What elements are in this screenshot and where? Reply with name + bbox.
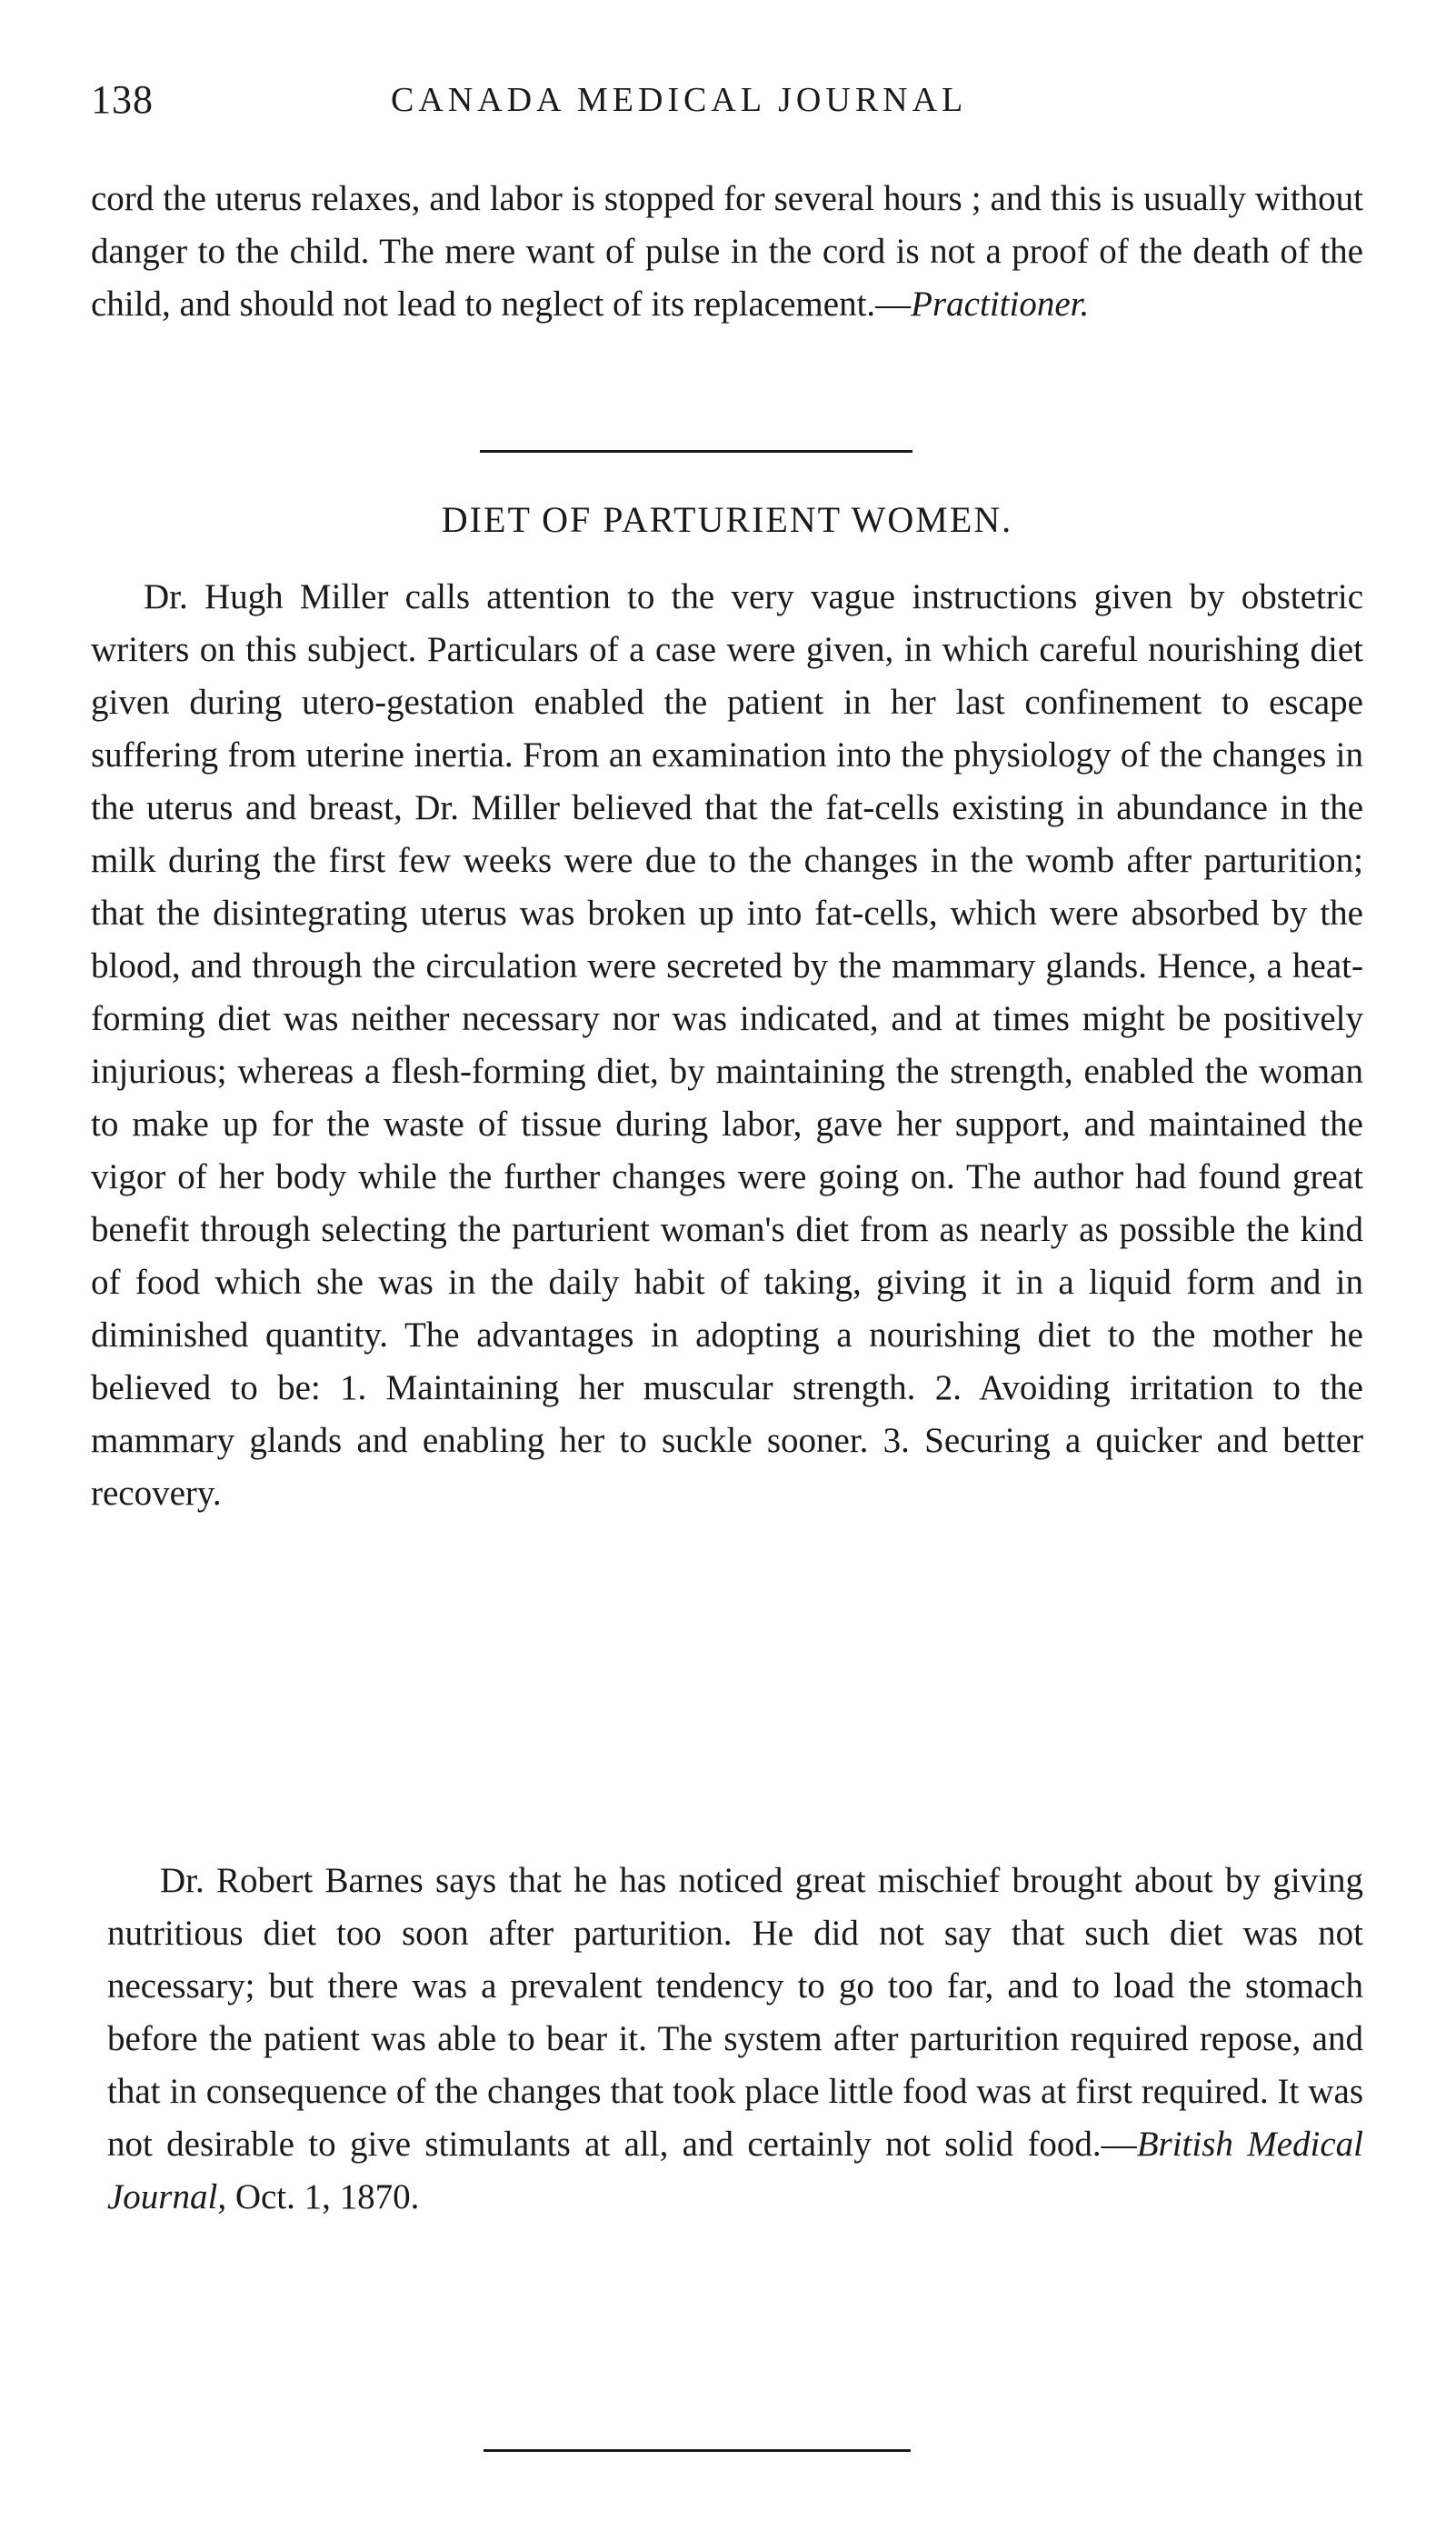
opening-paragraph	[91, 173, 1363, 331]
section-divider-top	[480, 450, 912, 453]
article-paragraph-2	[107, 1855, 1363, 2224]
citation-date: Oct. 1, 1870.	[226, 2177, 420, 2216]
article-title: DIET OF PARTURIENT WOMEN.	[441, 499, 1013, 540]
running-head: CANADA MEDICAL JOURNAL	[391, 81, 968, 119]
page-number: 138	[91, 77, 154, 122]
article-paragraph-1-text: Dr. Hugh Miller calls attention to the very vague instructions given by obstetric writers on this subject. Particulars of a case were given, in which careful nourishing diet given during utero-gestation enabled the patient in her last confinement to escape suffering from uterine inertia. From an examination into the physiology of the changes in the uterus and breast, Dr. Miller believed that the fat-cells existing in abundance in the milk during the first few weeks were due to the changes in the womb after parturition; that the disintegrating uterus was broken up into fat-cells, which were absorbed by the blood, and through the circulation were secreted by the mammary glands. Hence, a heat-forming diet was neither necessary nor was indicated, and at times might be positively injurious; whereas a flesh-forming diet, by maintaining the strength, enabled the woman to make up for the waste of tissue during labor, gave her support, and maintained the vigor of her body while the further changes were going on. The author had found great benefit through selecting the parturient woman's diet from as nearly as possible the kind of food which she was in the daily habit of taking, giving it in a liquid form and in diminished quantity. The advantages in adopting a nourishing diet to the mother he believed to be: 1. Maintaining her muscular strength. 2. Avoiding irritation to the mammary glands and enabling her to suckle sooner. 3. Securing a quicker and better recovery.	[91, 577, 1363, 1513]
opening-paragraph-text: cord the uterus relaxes, and labor is stopped for several hours ; and this is usually without danger to the child. The mere want of pulse in the cord is not a proof of the death of the child, and should not lead to neglect of its replacement.—	[91, 179, 1363, 324]
article-paragraph-2-text: Dr. Robert Barnes says that he has noticed great mischief brought about by giving nutritious diet too soon after parturition. He did not say that such diet was not necessary; but there was a prevalent tendency to go too far, and to load the stomach before the patient was able to bear it. The system after parturition required repose, and that in consequence of the changes that took place little food was at first required. It was not desirable to give stimulants at all, and certainly not solid food.—	[107, 1861, 1363, 2164]
section-divider-bottom	[484, 2449, 911, 2452]
opening-paragraph-source: Practitioner.	[911, 285, 1090, 324]
citation-source: British Medical Journal,	[107, 2125, 1363, 2216]
page-header	[91, 76, 1381, 131]
article-paragraph-1	[91, 571, 1363, 1520]
